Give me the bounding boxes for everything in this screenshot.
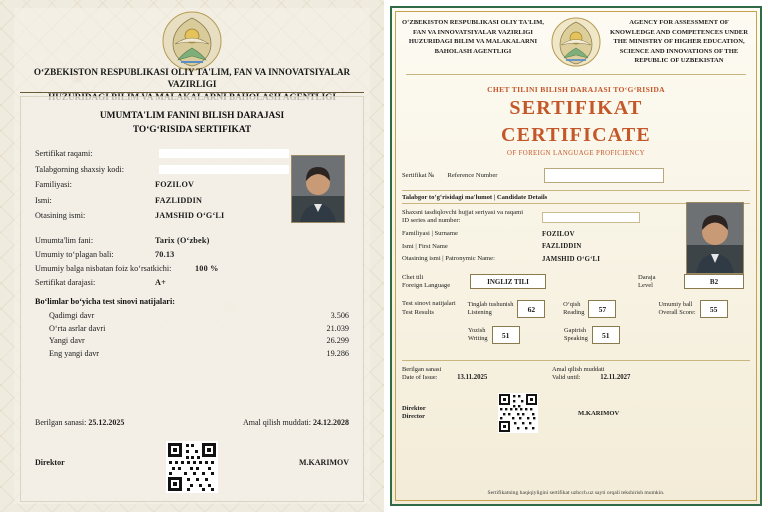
right-frame <box>390 6 762 506</box>
field-value: FOZILOV <box>155 180 195 190</box>
candidate-details-header: Talabgor to‘g‘risidagi ma'lumot | Candidate Details <box>402 190 750 204</box>
id-label-uz: Shaxsni tasdiqlovchi hujjat seriyasi va raqami <box>402 209 524 216</box>
right-header-uz: O‘ZBEKISTON RESPUBLIKASI OLIY TA'LIM, FAN VA INNOVATSIYALAR VAZIRLIGI HUZURIDAGI BILIM VA MALAKALARNI BAHOLASH AGENTLIGI <box>402 19 544 55</box>
stat-label: Umumiy to‘plagan bali: <box>35 250 114 260</box>
left-header-divider <box>20 92 364 93</box>
uzbekistan-emblem-icon <box>550 16 602 68</box>
right-pretitle: CHET TILINI BILISH DARAJASI TO‘G‘RISIDA <box>487 85 665 94</box>
reference-label-en: Reference Number <box>447 172 498 179</box>
right-candidate-photo <box>686 202 744 274</box>
level-label: Daraja Level <box>638 273 656 289</box>
result-name: O‘rta asrlar davri <box>49 323 106 333</box>
verification-note: Sertifikatning haqiqiyligini sertifikat uzbcch.uz sayti orqali tekshirish mumkin. <box>487 490 665 496</box>
result-row <box>35 336 349 345</box>
result-name: Yangi davr <box>49 336 85 346</box>
stat-percentage <box>35 264 349 273</box>
left-candidate-photo <box>291 155 345 223</box>
director-label: Direktor <box>35 458 65 467</box>
firstname-label: Ismi | First Name <box>402 242 448 250</box>
left-certificate-heading <box>35 109 349 137</box>
stat-level <box>35 278 349 287</box>
right-header <box>392 8 760 70</box>
surname-label: Familiyasi | Surname <box>402 229 458 237</box>
result-value: 19.286 <box>326 348 349 358</box>
score-overall-value: 55 <box>700 300 728 318</box>
section-results-title: Bo‘limlar bo‘yicha test sinovi natijalari: <box>35 297 175 307</box>
scores-row-2 <box>468 326 750 344</box>
left-body-panel <box>20 96 364 502</box>
result-value: 21.039 <box>326 323 349 333</box>
field-value: JAMSHID O‘G‘LI <box>155 211 225 221</box>
score-speaking-value: 51 <box>592 326 620 344</box>
left-heading-line2: TO‘G‘RISIDA SERTIFIKAT <box>132 125 252 136</box>
valid-date-label: Amal qilish muddati: <box>243 418 311 427</box>
right-dates-row <box>402 360 750 383</box>
id-label-en: ID series and number: <box>402 217 461 225</box>
level-value: B2 <box>684 274 744 289</box>
patronymic-value: JAMSHID O‘G‘LI <box>542 256 601 264</box>
issue-date-value: 25.12.2025 <box>88 418 125 427</box>
right-valid-date-value: 12.11.2027 <box>600 374 631 382</box>
stat-value: 70.13 <box>155 250 175 260</box>
language-value: INGLIZ TILI <box>470 274 546 289</box>
result-name: Eng yangi davr <box>49 348 100 358</box>
right-signature-zone <box>402 393 750 433</box>
field-label: Otasining ismi: <box>35 211 86 221</box>
stat-label: Umumta'lim fani: <box>35 236 94 246</box>
patronymic-label: Otasining ismi | Patronymic Name: <box>402 255 495 263</box>
field-label: Talabgorning shaxsiy kodi: <box>35 164 125 174</box>
right-body <box>402 168 750 474</box>
uzbekistan-emblem-icon <box>161 10 223 72</box>
field-label: Ismi: <box>35 195 52 205</box>
score-reading-value: 57 <box>588 300 616 318</box>
stat-subject <box>35 236 349 245</box>
score-overall: Umumiy ball Overall Score: 55 <box>659 300 750 318</box>
right-title-block <box>392 85 760 157</box>
language-label: Chet tili Foreign Language <box>402 273 451 289</box>
id-label <box>402 209 542 225</box>
left-stats-group <box>35 236 349 287</box>
valid-date-value: 24.12.2028 <box>313 418 349 427</box>
result-name: Qadimgi davr <box>49 311 95 321</box>
field-label: Familiyasi: <box>35 180 72 190</box>
right-director-name: M.KARIMOV <box>578 409 620 417</box>
right-header-divider <box>406 74 746 75</box>
field-value: FAZLIDDIN <box>155 195 203 205</box>
right-title-uz: SERTIFIKAT <box>509 97 643 119</box>
section-results-list <box>35 311 349 358</box>
right-title-en: CERTIFICATE <box>501 123 651 146</box>
left-dates-row <box>35 418 349 427</box>
test-results-label: Test sinovi natijalari Test Results <box>402 300 456 316</box>
stat-value: Tarix (O‘zbek) <box>155 236 210 246</box>
score-reading: O‘qish Reading 57 <box>563 300 654 318</box>
issue-date-block <box>35 418 124 427</box>
right-issue-date-value: 13.11.2025 <box>457 374 488 382</box>
language-certificate <box>384 0 768 512</box>
right-valid-date: Amal qilish muddati Valid until: 12.11.2027 <box>552 366 631 382</box>
qr-code-icon[interactable] <box>166 441 218 493</box>
stat-label: Umumiy balga nisbatan foiz ko‘rsatkichi: <box>35 264 172 274</box>
score-listening: Tinglab tushunish Listening 62 <box>468 300 559 318</box>
right-director-label: Direktor Director <box>402 404 426 421</box>
score-listening-value: 62 <box>517 300 545 318</box>
score-speaking: Gapirish Speaking 51 <box>564 326 656 344</box>
firstname-value: FAZLIDDIN <box>542 243 582 251</box>
director-name: M.KARIMOV <box>299 458 349 467</box>
result-row <box>35 311 349 320</box>
id-value-box <box>542 212 640 223</box>
left-header-line1: O‘ZBEKISTON RESPUBLIKASI OLIY TA'LIM, FAN VA INNOVATSIYALAR VAZIRLIGI <box>33 67 351 90</box>
field-label: Sertifikat raqami: <box>35 149 93 159</box>
qr-code-icon[interactable] <box>498 393 538 433</box>
issue-date-label: Berilgan sanasi: <box>35 418 87 427</box>
left-heading-line1: UMUMTA'LIM FANINI BILISH DARAJASI <box>99 111 285 121</box>
blank-value-box <box>159 149 289 158</box>
reference-label-uz: Sertifikat № <box>402 172 435 179</box>
blank-value-box <box>159 165 289 174</box>
valid-date-block <box>243 418 349 427</box>
stat-value: 100 % <box>195 264 219 274</box>
stat-label: Sertifikat darajasi: <box>35 278 96 288</box>
result-row <box>35 324 349 333</box>
reference-number-box <box>544 168 664 183</box>
right-header-en: AGENCY FOR ASSESSMENT OF KNOWLEDGE AND COMPETENCES UNDER THE MINISTRY OF HIGHER EDUCATION, SCIENCE AND INNOVATIONS OF THE REPUBLIC OF UZBEKISTAN <box>610 19 748 65</box>
stat-value: A+ <box>155 278 166 288</box>
score-writing: Yozish Writing 51 <box>468 326 560 344</box>
reference-number-row <box>402 168 750 183</box>
result-value: 3.506 <box>330 311 349 321</box>
language-level-row <box>402 274 750 290</box>
right-subtitle: OF FOREIGN LANGUAGE PROFICIENCY <box>507 150 645 158</box>
scores-row-1 <box>402 300 750 318</box>
stat-total-score <box>35 250 349 259</box>
result-row <box>35 349 349 358</box>
right-issue-date: Berilgan sanasi Date of Issue: 13.11.2025 <box>402 366 488 382</box>
surname-value: FOZILOV <box>542 230 575 238</box>
score-writing-value: 51 <box>492 326 520 344</box>
result-value: 26.299 <box>326 336 349 346</box>
